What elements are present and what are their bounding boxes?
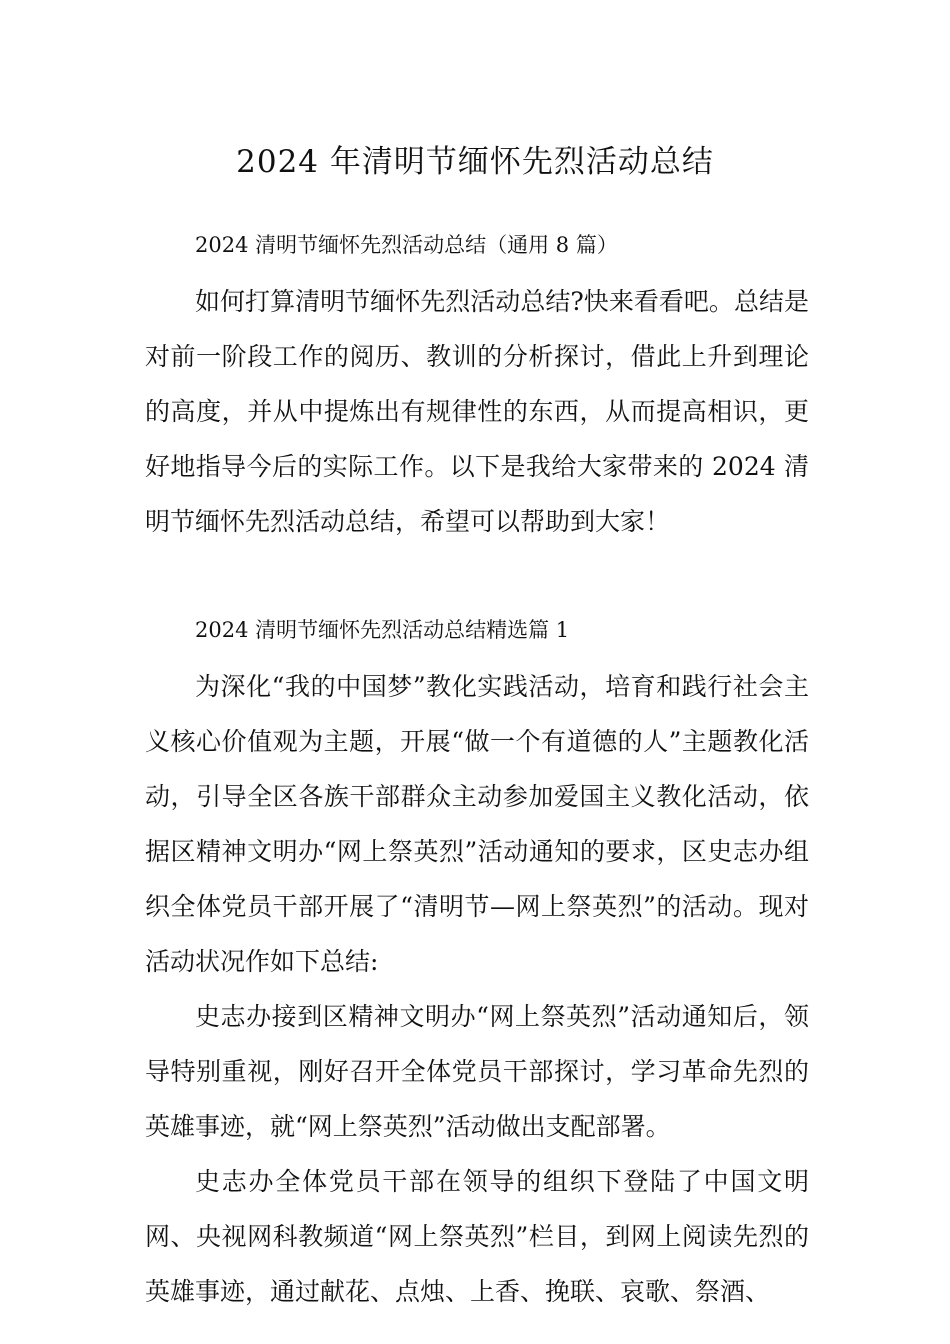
body-paragraph: 史志办全体党员干部在领导的组织下登陆了中国文明网、央视网科教频道“网上祭英烈”栏目，到网上阅读先烈的英雄事迹，通过献花、点烛、上香、挽联、哀歌、祭酒、 [145, 1167, 809, 1306]
spacer [145, 549, 809, 611]
document-body [145, 226, 809, 1319]
spacer [145, 264, 809, 274]
spacer [145, 649, 809, 659]
document-subtitle: 2024 清明节缅怀先烈活动总结（通用 8 篇） [195, 233, 618, 257]
document-title: 2024 年清明节缅怀先烈活动总结 [236, 144, 714, 180]
body-paragraph: 为深化“我的中国梦”教化实践活动，培育和践行社会主义核心价值观为主题，开展“做一个有道德的人”主题教化活动，引导全区各族干部群众主动参加爱国主义教化活动，依据区精神文明办“网上祭英烈”活动通知的要求，区史志办组织全体党员干部开展了“清明节—网上祭英烈”的活动。现对活动状况作如下总结: [145, 672, 809, 976]
body-paragraph: 史志办接到区精神文明办“网上祭英烈”活动通知后，领导特别重视，刚好召开全体党员干部探讨，学习革命先烈的英雄事迹，就“网上祭英烈”活动做出支配部署。 [145, 1002, 809, 1141]
section-heading: 2024 清明节缅怀先烈活动总结精选篇 1 [195, 618, 570, 642]
intro-paragraph: 如何打算清明节缅怀先烈活动总结?快来看看吧。总结是对前一阶段工作的阅历、教训的分析探讨，借此上升到理论的高度，并从中提炼出有规律性的东西，从而提高相识，更好地指导今后的实际工作。以下是我给大家带来的 2024 清明节缅怀先烈活动总结，希望可以帮助到大家！ [145, 287, 809, 536]
